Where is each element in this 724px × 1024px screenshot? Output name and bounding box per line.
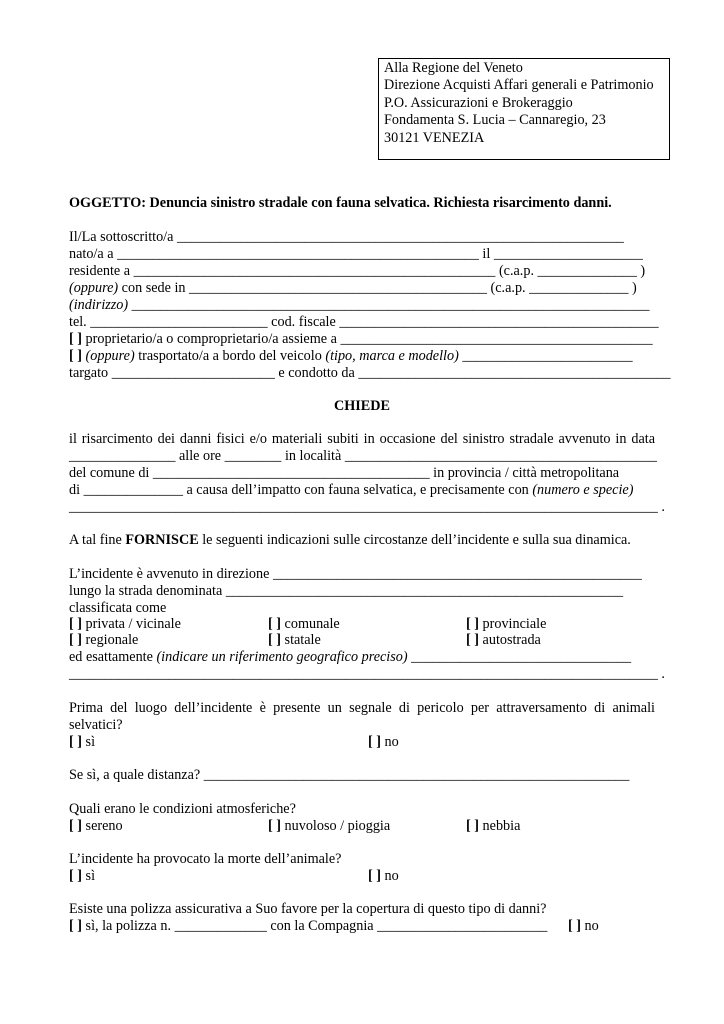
field-provincia-animale[interactable]: di ______________ a causa dell’impatto con fauna selvatica, e precisamente con (numero e specie) (69, 482, 634, 498)
option-label: no (584, 918, 599, 934)
option-morte-no[interactable] (368, 868, 399, 884)
option-segnale-no[interactable] (368, 734, 399, 750)
label-del-comune: del comune di (69, 465, 150, 481)
field-polizza[interactable]: [ ] sì, la polizza n. _____________ con la Compagnia ________________________ (69, 918, 548, 934)
label-condotto: e condotto da (278, 365, 355, 381)
option-morte-si[interactable] (69, 868, 95, 884)
field-comune[interactable]: del comune di _______________________________________ in provincia / città metropolitana (69, 465, 620, 481)
checkbox[interactable]: [ ] (466, 616, 479, 632)
checkbox[interactable]: [ ] (69, 818, 82, 834)
label-nato: nato/a a (69, 246, 114, 262)
option-label: sì (85, 868, 96, 884)
field-trasportato[interactable]: [ ] (oppure) trasportato/a a bordo del veicolo (tipo, marca e modello) ________________________ (69, 348, 633, 364)
checkbox[interactable]: [ ] (466, 818, 479, 834)
subject: OGGETTO: Denuncia sinistro stradale con fauna selvatica. Richiesta risarcimento danni. (69, 195, 612, 211)
label-il: il (482, 246, 491, 262)
checkbox[interactable]: [ ] (69, 348, 82, 364)
label-causa: a causa dell’impatto con fauna selvatica, e precisamente con (186, 482, 529, 498)
option-label: autostrada (482, 632, 541, 648)
label-tipo: (tipo, marca e modello) (325, 348, 459, 364)
field-strada[interactable]: lungo la strada denominata ________________________________________________________ (69, 583, 624, 599)
checkbox[interactable]: [ ] (69, 918, 82, 934)
label-esattamente: ed esattamente (69, 649, 153, 665)
label-targato: targato (69, 365, 109, 381)
label-sottoscritto: Il/La sottoscritto/a (69, 229, 174, 245)
checkbox[interactable]: [ ] (268, 632, 281, 648)
field-proprietario[interactable]: [ ] proprietario/a o comproprietario/a assieme a ____________________________________________ (69, 331, 653, 347)
label-trasportato: trasportato/a a bordo del veicolo (138, 348, 322, 364)
option-statale[interactable] (268, 632, 321, 648)
label-tel: tel. (69, 314, 87, 330)
checkbox[interactable]: [ ] (69, 632, 82, 648)
label-oppure: (oppure) (69, 280, 119, 296)
period: . (661, 666, 665, 682)
recipient-line: 30121 VENEZIA (384, 129, 485, 146)
field-direzione[interactable]: L’incidente è avvenuto in direzione ____________________________________________________ (69, 566, 642, 582)
recipient-line: P.O. Assicurazioni e Brokeraggio (384, 94, 573, 111)
option-segnale-si[interactable] (69, 734, 95, 750)
field-sede[interactable]: (oppure) con sede in __________________________________________ (c.a.p. ______________ ) (69, 280, 637, 296)
fornisce-bold: FORNISCE (125, 532, 199, 548)
label-residente: residente a (69, 263, 131, 279)
label-oppure: (oppure) (85, 348, 135, 364)
field-indirizzo[interactable]: (indirizzo) _________________________________________________________________________ (69, 297, 650, 313)
label-compagnia: con la Compagnia (270, 918, 374, 934)
checkbox[interactable]: [ ] (69, 734, 82, 750)
option-label: comunale (284, 616, 340, 632)
option-label: provinciale (482, 616, 547, 632)
checkbox[interactable]: [ ] (368, 868, 381, 884)
field-distanza[interactable]: Se sì, a quale distanza? ____________________________________________________________ (69, 767, 630, 783)
option-regionale[interactable] (69, 632, 138, 648)
option-comunale[interactable] (268, 616, 340, 632)
label-direzione: L’incidente è avvenuto in direzione (69, 566, 270, 582)
checkbox[interactable]: [ ] (69, 331, 82, 347)
label-cod-fiscale: cod. fiscale (271, 314, 336, 330)
field-nato[interactable]: nato/a a ___________________________________________________ il _____________________ (69, 246, 643, 262)
option-label: sereno (85, 818, 123, 834)
option-label: privata / vicinale (85, 616, 181, 632)
option-nebbia[interactable] (466, 818, 520, 834)
option-label: no (384, 734, 399, 750)
checkbox[interactable]: [ ] (466, 632, 479, 648)
checkbox[interactable]: [ ] (69, 616, 82, 632)
checkbox[interactable]: [ ] (268, 818, 281, 834)
fornisce-post: le seguenti indicazioni sulle circostanze dell’incidente e sulla sua dinamica. (202, 532, 631, 548)
label-classificata: classificata come (69, 600, 167, 616)
checkbox[interactable]: [ ] (368, 734, 381, 750)
question-polizza: Esiste una polizza assicurativa a Suo favore per la copertura di questo tipo di danni? (69, 901, 547, 917)
label-proprietario: proprietario/a o comproprietario/a assieme a (85, 331, 337, 347)
field-data-ora-localita[interactable]: _______________ alle ore ________ in località ____________________________________________ (69, 448, 657, 464)
option-autostrada[interactable] (466, 632, 541, 648)
option-label: regionale (85, 632, 139, 648)
label-provincia: in provincia / città metropolitana (433, 465, 620, 481)
label-cap: (c.a.p. (498, 263, 534, 279)
cap-close: ) (640, 263, 646, 279)
label-di: di (69, 482, 81, 498)
label-numero-specie: (numero e specie) (532, 482, 634, 498)
question-meteo: Quali erano le condizioni atmosferiche? (69, 801, 296, 817)
label-si-polizza: sì, la polizza n. (85, 918, 172, 934)
recipient-line: Alla Regione del Veneto (384, 60, 523, 76)
option-privata[interactable] (69, 616, 181, 632)
field-residente[interactable]: residente a ___________________________________________________ (c.a.p. ______________ ) (69, 263, 646, 279)
checkbox[interactable]: [ ] (568, 918, 581, 934)
question-morte: L’incidente ha provocato la morte dell’animale? (69, 851, 342, 867)
checkbox[interactable]: [ ] (69, 868, 82, 884)
cap-close: ) (632, 280, 637, 296)
label-con-sede: con sede in (121, 280, 186, 296)
checkbox[interactable]: [ ] (268, 616, 281, 632)
question-segnale-line-2: selvatici? (69, 717, 123, 733)
field-esattamente-continua[interactable]: ___________________________________________________________________________________ . (69, 666, 665, 682)
chiede-heading: CHIEDE (334, 398, 390, 414)
label-in-localita: in località (284, 448, 342, 464)
option-label: nuvoloso / pioggia (284, 818, 391, 834)
field-targato[interactable]: targato _______________________ e condotto da ____________________________________________ (69, 365, 671, 381)
fornisce-pre: A tal fine (69, 532, 122, 548)
option-nuvoloso[interactable] (268, 818, 390, 834)
label-alle-ore: alle ore (178, 448, 222, 464)
label-cap-sede: (c.a.p. (490, 280, 526, 296)
label-strada: lungo la strada denominata (69, 583, 223, 599)
label-indirizzo: (indirizzo) (69, 297, 129, 313)
option-label: statale (284, 632, 321, 648)
option-label: sì (85, 734, 96, 750)
request-line-1: il risarcimento dei danni fisici e/o materiali subiti in occasione del sinistro stradale avvenuto in data (69, 431, 655, 447)
option-label: no (384, 868, 399, 884)
field-animale-continua[interactable]: ___________________________________________________________________________________ . (69, 499, 665, 515)
option-label: nebbia (482, 818, 521, 834)
recipient-box (378, 58, 670, 160)
recipient-line: Fondamenta S. Lucia – Cannaregio, 23 (384, 112, 606, 129)
period: . (661, 499, 665, 515)
option-sereno[interactable] (69, 818, 123, 834)
recipient-line: Direzione Acquisti Affari generali e Patrimonio (384, 77, 654, 94)
field-tel[interactable]: tel. _________________________ cod. fiscale _____________________________________________ (69, 314, 659, 330)
fornisce-line (69, 532, 631, 548)
label-distanza: Se sì, a quale distanza? (69, 767, 201, 783)
question-segnale-line-1: Prima del luogo dell’incidente è presente un segnale di pericolo per attraversamento di animali (69, 700, 655, 716)
field-esattamente[interactable]: ed esattamente (indicare un riferimento geografico preciso) _______________________________ (69, 649, 632, 665)
field-sottoscritto[interactable]: Il/La sottoscritto/a _______________________________________________________________ (69, 229, 624, 245)
option-polizza-no[interactable] (568, 918, 599, 934)
label-riferimento: (indicare un riferimento geografico preciso) (156, 649, 408, 665)
option-provinciale[interactable] (466, 616, 546, 632)
